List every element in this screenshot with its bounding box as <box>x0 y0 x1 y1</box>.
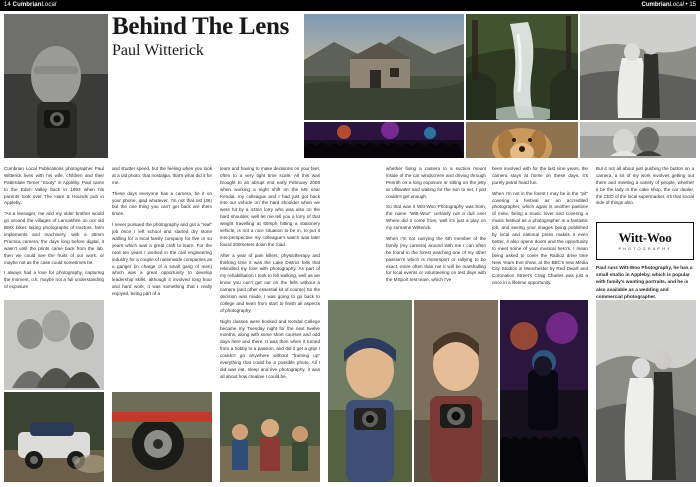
body-column-1 <box>4 166 104 295</box>
paragraph: "As a teenager, me and my older brother would go around the villages of Lancashire on our old BMX bikes taking photographs of tractors, farm implements and machinery, with a 35mm Practica camera, the days long before digital, it wasn't until the prints came back from the lab, then we could see the fruits of our work, or maybe not as the case could sometimes be. <box>4 211 104 265</box>
couple-portrait-bw-art <box>580 122 696 158</box>
photographer-portrait-bw-art <box>4 14 108 158</box>
motorsport-crowd-art <box>220 392 320 482</box>
photographer-portrait-bw <box>4 14 108 158</box>
wedding-couple-bw <box>580 14 696 120</box>
paragraph: I never pursued the photography and got a "real" job once I left school and started dry stone walling for a local family company for five or so years which was a great craft to learn. For the next ten years I worked in the civil engineering industry for a couple of nationwide companies as a ganger (in charge of a small gang of men) which was a great opportunity to develop leadership skills, although it involved long hour and hard work, it was something that I really enjoyed, being part of a <box>112 222 212 297</box>
masthead-right-page: • 15 <box>685 1 696 8</box>
couple-portrait-bw <box>580 122 696 158</box>
page-title: Behind The Lens <box>112 13 290 40</box>
wedding-couple-bw-art <box>580 14 696 120</box>
masthead-right <box>642 2 696 8</box>
festival-crowd-stage <box>304 122 464 158</box>
wittwoo-bold-text: Paul runs Witt-Woo Photography, he has a small studio in Appleby, which is popular with family's wanting portraits, and he is also available as a wedding and commercial photographer. <box>596 266 693 300</box>
masthead-left-page: 14 <box>4 1 11 8</box>
waterfall-woodland-art <box>466 14 578 120</box>
dog-portrait-art <box>466 122 578 158</box>
wittwoo-logo-name: Witt-Woo <box>618 230 672 245</box>
paragraph: So that was it Witt-Woo Photography was born, the name "Witt-Woo" certainly not a dull one! Where did it come from, well it's just a play on my surname Witterick. <box>386 204 486 231</box>
paragraph: Cumbrian Local Publications photographer Paul Witterick lives with his wife, children and their Patterdale Terrier "Sooty" in Appleby. Paul came to the Eden Valley back in 1993 when his parents took over The Hare & Hounds pub in Appleby. <box>4 166 104 206</box>
stone-barn-landscape-art <box>304 14 464 120</box>
child-with-camera-2-art <box>414 300 498 482</box>
body-column-5 <box>492 166 588 291</box>
family-portrait-bw-art <box>4 300 104 390</box>
article-title-block <box>112 14 302 60</box>
family-portrait-bw <box>4 300 104 390</box>
wittwoo-logo-tagline: PHOTOGRAPHY <box>618 246 672 251</box>
waterfall-woodland <box>466 14 578 120</box>
rally-car-action <box>4 392 104 482</box>
masthead-left <box>4 2 56 8</box>
masthead-right-brand: Cumbrian <box>641 1 670 8</box>
body-column-4 <box>386 166 486 288</box>
body-column-2 <box>112 166 212 302</box>
paragraph: team and having to make decisions on your feet, often to a very tight time scale. All this was brought to an abrupt end early February 2008 when working a night shift on the M6 near Kendal, my colleague and I had just got back into our vehicle on the hard shoulder when we were hit by a 44ton lorry who was also on the hard shoulder, well let me tell you a lorry of that weight travelling at 60mph hitting a stationery vehicle, is not a nice situation to be in, to put it into perspective my colleague's watch was later found 200meters down the road. <box>220 166 320 247</box>
paragraph: whether fixing a camera to a suction mount inside of the car windscreen and driving through Penrith on a long exposure or sitting on the jetty at Ullswater and waiting for the sun to set, I just couldn't get enough. <box>386 166 486 199</box>
paragraph: When I'm not in the forest I may be in the "pit" covering a festival as an accredited photographer, which again is another pastime of mine, being a music lover and covering a music festival as a photographer is a fantastic job, and seeing your images being published by local and national press makes it even better, it also opens doors and the opportunity to meet some of your musical hero's. I mean being asked to cover the Radio2 drive time New Years Eve show, at the BBC's new Media City Studios in Manchester by Red Dwarf and Coronation Street's Craig Charles was just a once in a lifetime opportunity. <box>492 190 588 286</box>
masthead-right-brand-italic: Local <box>669 1 684 8</box>
masthead-left-brand: Cumbrian <box>12 1 42 8</box>
festival-crowd-stage-art <box>304 122 464 158</box>
paragraph: and shutter speed, but the feeling when you look at a old photo, that nostalgia, that's what did it for me. <box>112 166 212 185</box>
rally-car-action-art <box>4 392 104 482</box>
article-byline: Paul Witterick <box>112 42 204 60</box>
child-with-camera-1 <box>328 300 412 482</box>
paragraph: These days everyone has a camera, be it on your phone, ipad whatever, I'm not that old (36) but the one thing you can't get back are them times. <box>112 190 212 217</box>
wedding-couple-bw-2-art <box>596 300 696 482</box>
masthead-bar <box>0 0 700 11</box>
masthead-left-brand-italic: Local <box>41 1 57 8</box>
paragraph: After a year of pain killers, physiotherapy and thinking time it was the Lake District fells that rekindled my love with photography. As part of my rehabilitation I took to fell walking, well as we know you can't get out on the fells without a camera (and other essential kit of course) So the decision was made, I was going to go back to college and learn from start to finish all aspects of photography. <box>220 252 320 313</box>
festival-crowd-stage-2-art <box>500 300 588 482</box>
rally-car-detail-art <box>112 392 212 482</box>
paragraph: But it not all about just pushing the button on a camera, a lot of my work involves getting out there and meeting a variety of people, whether it be the lady in the cake shop, the car dealer, the CEO of the local supermarket, it's that social side of things also. <box>596 166 694 206</box>
paragraph: I always had a love for photography, capturing the moment, o.k. maybe not a full understanding of exposure <box>4 270 104 290</box>
paragraph: When I'm not carrying the 6th member of the family (my camera) around with me I can often be found in the forest watching one of my other passion's which is motorsport or rallying to be exact, more often than not it will be marshalling for local events or volunteering on test days with the MSport test team, which I've <box>386 236 486 283</box>
dog-portrait <box>466 122 578 158</box>
paragraph: been involved with for the last nine years, the camera stays at home on these days, it's purely petrol head fun. <box>492 166 588 185</box>
child-with-camera-1-art <box>328 300 412 482</box>
festival-crowd-stage-2 <box>500 300 588 482</box>
wittwoo-logo <box>596 222 694 260</box>
rally-car-detail <box>112 392 212 482</box>
child-with-camera-2 <box>414 300 498 482</box>
body-column-3 <box>220 166 320 385</box>
stone-barn-landscape <box>304 14 464 120</box>
body-column-6 <box>596 166 694 211</box>
paragraph: Night classes were booked and Kendal College became my Tuesday night for the next twelve months, along with some short courses and odd days here and there. It was then when it turned from a hobby to a passion, and did it get a grip! I couldn't go anywhere without "framing up" everything that could be a possible photo. All I did was eat, sleep and live photography, it was all about how creative I could be, <box>220 318 320 379</box>
motorsport-crowd <box>220 392 320 482</box>
wedding-couple-bw-2 <box>596 300 696 482</box>
